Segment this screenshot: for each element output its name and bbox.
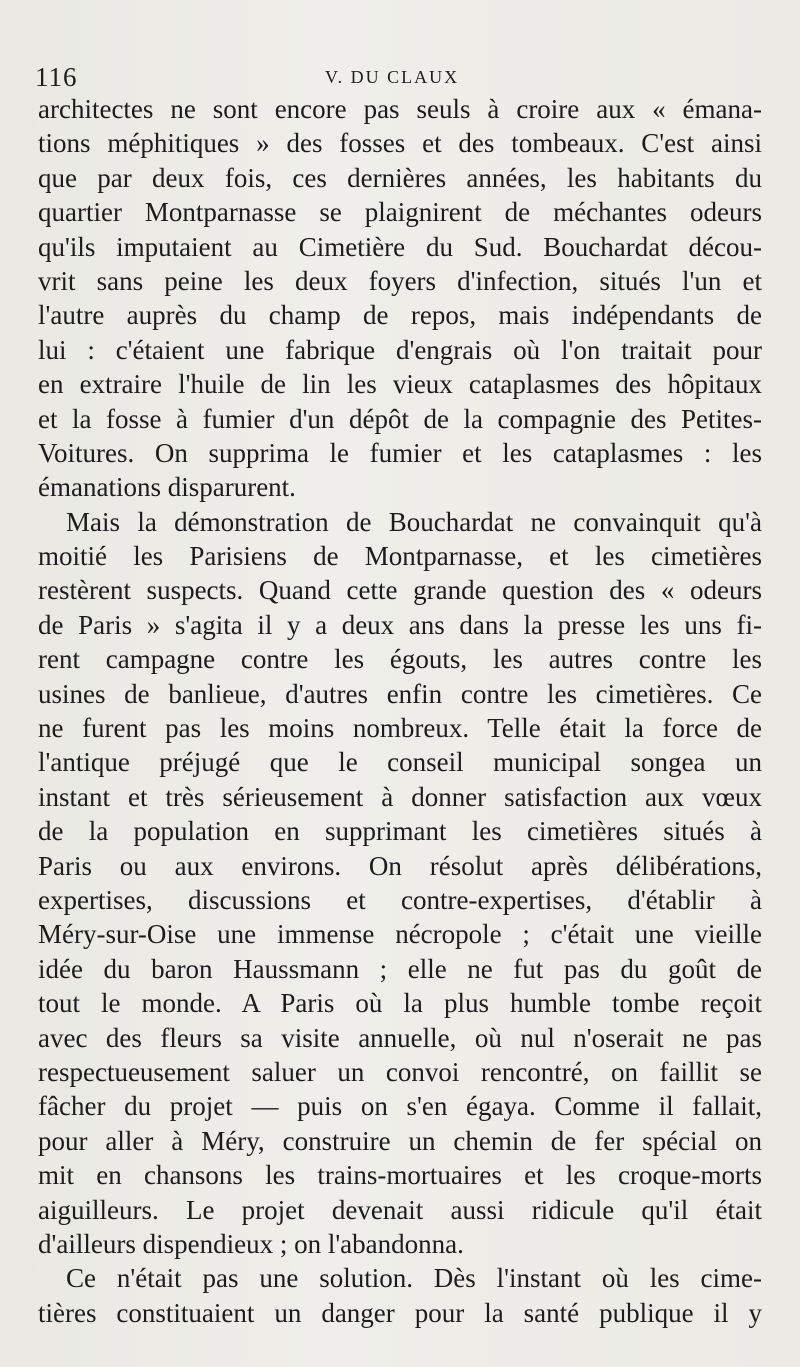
text-line: moitié les Parisiens de Montparnasse, et les cimetières	[38, 541, 762, 572]
text-line: Mais la démonstration de Bouchardat ne convainquit qu'à	[66, 506, 762, 537]
text-line: l'autre auprès du champ de repos, mais indépendants de	[38, 300, 762, 331]
text-line: respectueusement saluer un convoi rencontré, on faillit se	[38, 1056, 762, 1087]
text-line: fâcher du projet — puis on s'en égaya. Comme il fallait,	[38, 1091, 762, 1122]
text-line: Paris ou aux environs. On résolut après délibérations,	[38, 850, 762, 881]
text-line: lui : c'étaient une fabrique d'engrais où l'on traitait pour	[38, 334, 762, 365]
text-line: mit en chansons les trains-mortuaires et les croque-morts	[38, 1160, 762, 1191]
text-line: Méry-sur-Oise une immense nécropole ; c'était une vieille	[38, 919, 762, 950]
text-line: expertises, discussions et contre-expertises, d'établir à	[38, 884, 762, 915]
page-number: 116	[35, 62, 78, 92]
text-line: aiguilleurs. Le projet devenait aussi ridicule qu'il était	[38, 1194, 762, 1225]
text-line: tières constituaient un danger pour la santé publique il y	[38, 1297, 762, 1328]
text-line: usines de banlieue, d'autres enfin contre les cimetières. Ce	[38, 678, 762, 709]
text-line: en extraire l'huile de lin les vieux cataplasmes des hôpitaux	[38, 369, 762, 400]
text-line: vrit sans peine les deux foyers d'infection, situés l'un et	[38, 265, 762, 296]
text-line: instant et très sérieusement à donner satisfaction aux vœux	[38, 781, 762, 812]
text-line: tions méphitiques » des fosses et des tombeaux. C'est ainsi	[38, 128, 762, 159]
text-line: restèrent suspects. Quand cette grande question des « odeurs	[38, 575, 762, 606]
text-line: que par deux fois, ces dernières années, les habitants du	[38, 162, 762, 193]
text-line: de Paris » s'agita il y a deux ans dans la presse les uns fi-	[38, 609, 762, 640]
text-line: Ce n'était pas une solution. Dès l'instant où les cime-	[66, 1263, 762, 1294]
text-line: ne furent pas les moins nombreux. Telle était la force de	[38, 713, 762, 744]
text-line: l'antique préjugé que le conseil municipal songea un	[38, 747, 762, 778]
running-head: V. DU CLAUX	[325, 67, 460, 87]
text-line: architectes ne sont encore pas seuls à croire aux « émana-	[38, 94, 762, 124]
text-line: rent campagne contre les égouts, les autres contre les	[38, 644, 762, 675]
text-line: pour aller à Méry, construire un chemin de fer spécial on	[38, 1125, 762, 1156]
body-text	[38, 92, 762, 1330]
text-line: idée du baron Haussmann ; elle ne fut pas du goût de	[38, 953, 762, 984]
text-line: tout le monde. A Paris où la plus humble tombe reçoit	[38, 988, 762, 1019]
text-line: qu'ils imputaient au Cimetière du Sud. Bouchardat décou-	[38, 231, 762, 262]
text-line: émanations disparurent.	[38, 472, 296, 503]
text-line: quartier Montparnasse se plaignirent de méchantes odeurs	[38, 197, 762, 228]
text-line: et la fosse à fumier d'un dépôt de la compagnie des Petites-	[38, 403, 762, 434]
page-header	[32, 62, 762, 92]
text-line: d'ailleurs dispendieux ; on l'abandonna.	[38, 1228, 464, 1259]
text-line: Voitures. On supprima le fumier et les cataplasmes : les	[38, 437, 762, 468]
text-line: de la population en supprimant les cimetières situés à	[38, 816, 762, 847]
text-line: avec des fleurs sa visite annuelle, où nul n'oserait ne pas	[38, 1022, 762, 1053]
